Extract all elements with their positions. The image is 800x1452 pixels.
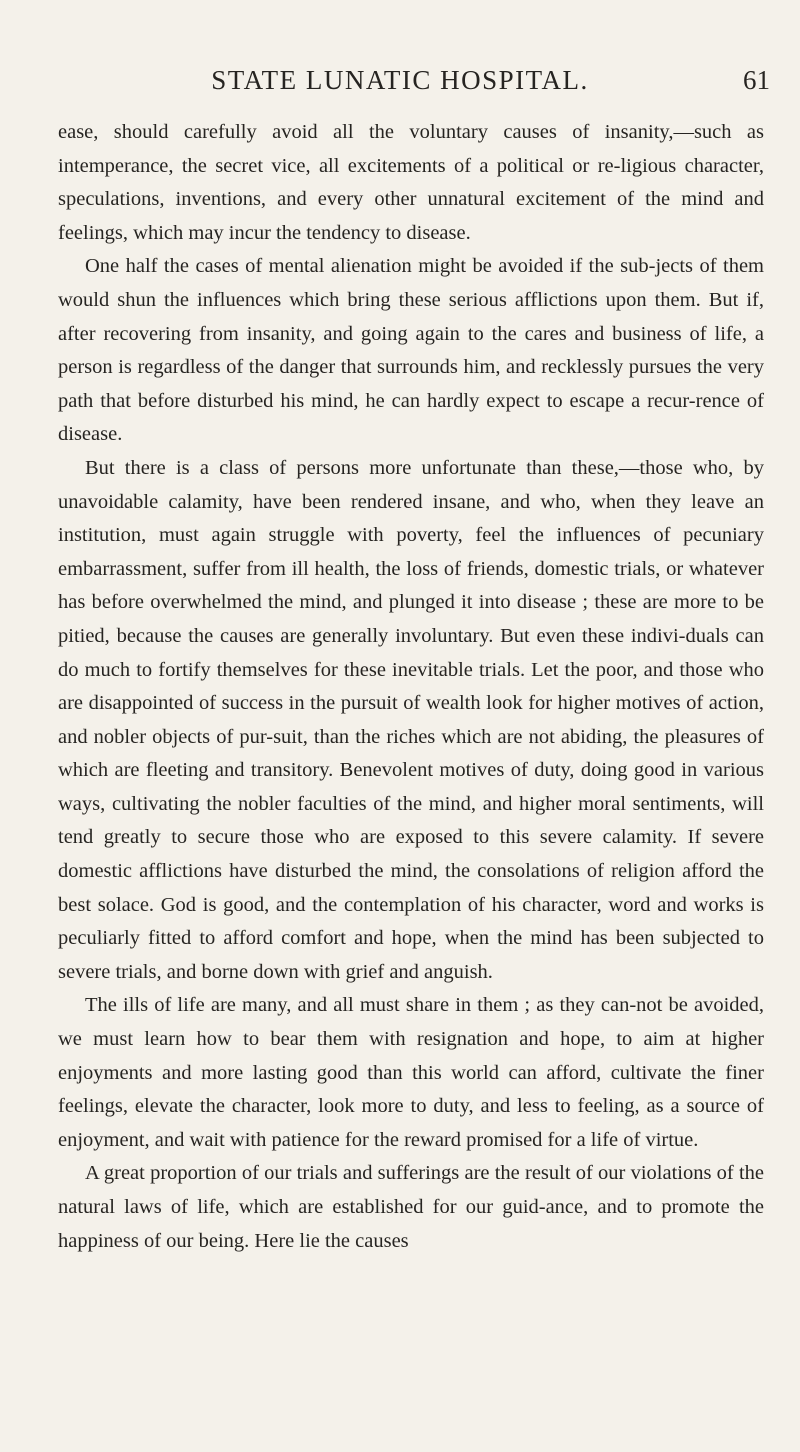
page-number: 61 <box>743 65 770 95</box>
paragraph: One half the cases of mental alienation might be avoided if the sub-jects of them would shun the influences which bring these serious afflictions upon them. But if, after recovering from insanity, and going again to the cares and business of life, a person is regardless of the danger that surrounds him, and recklessly pursues the very path that before disturbed his mind, he can hardly expect to escape a recur-rence of disease. <box>58 255 764 446</box>
running-title: STATE LUNATIC HOSPITAL. <box>211 65 589 95</box>
paragraph-continued: ease, should carefully avoid all the voluntary causes of insanity,—such as intemperance, the secret vice, all excitements of a political or re-ligious character, speculations, inventions, and every other unnatural excitement of the mind and feelings, which may incur the tendency to disease. <box>58 121 764 244</box>
running-head <box>0 62 800 102</box>
body-text <box>58 116 764 1258</box>
paragraph: But there is a class of persons more unfortunate than these,—those who, by unavoidable calamity, have been rendered insane, and who, when they leave an institution, must again struggle with poverty, feel the influences of pecuniary embarrassment, suffer from ill health, the loss of friends, domestic trials, or whatever has before overwhelmed the mind, and plunged it into disease ; these are more to be pitied, because the causes are generally involuntary. But even these indivi-duals can do much to fortify themselves for these inevitable trials. Let the poor, and those who are disappointed of success in the pursuit of wealth look for higher motives of action, and nobler objects of pur-suit, than the riches which are not abiding, the pleasures of which are fleeting and transitory. Benevolent motives of duty, doing good in various ways, cultivating the nobler faculties of the mind, and higher moral sentiments, will tend greatly to secure those who are exposed to this severe calamity. If severe domestic afflictions have disturbed the mind, the consolations of religion afford the best solace. God is good, and the contemplation of his character, word and works is peculiarly fitted to afford comfort and hope, when the mind has been subjected to severe trials, and borne down with grief and anguish. <box>58 456 764 983</box>
paragraph: The ills of life are many, and all must share in them ; as they can-not be avoided, we must learn how to bear them with resignation and hope, to aim at higher enjoyments and more lasting good than this world can afford, cultivate the finer feelings, elevate the character, look more to duty, and less to feeling, as a source of enjoyment, and wait with patience for the reward promised for a life of virtue. <box>58 994 764 1151</box>
paragraph: A great proportion of our trials and sufferings are the result of our violations of the natural laws of life, which are established for our guid-ance, and to promote the happiness of our being. Here lie the causes <box>58 1162 764 1252</box>
